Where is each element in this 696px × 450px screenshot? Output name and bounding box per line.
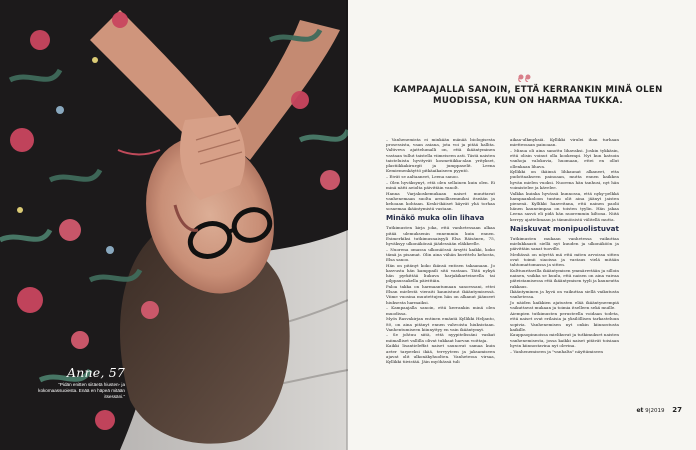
paragraph: Kaikki lisantieleffat naiset saunovat samaa kuin aeter tarpeeksi ikää, tervyyteen ja jaksamiseen ajavat olit ulkonäkyhuolten. Vanhetessa virsaa, Kyllikki tiivistää. Jäin myöhässä tuli <box>386 343 495 364</box>
section-heading: Naiskuvat monipuolistuvat <box>510 223 619 233</box>
photo-caption <box>35 365 125 400</box>
page-number: 27 <box>672 406 682 414</box>
paragraph: Tutkimusten kirja joka, että vanhetessaan alkaa pitää ulemuksenin ennemmin kuin ennen. Esimerkiksi tutkimusnaisyyli Elsa Räisänen, 75, hyväksyy ulkonäkönsä jäädessään eläkkeelle. <box>386 225 495 246</box>
article-page <box>348 0 696 450</box>
paragraph: Aiempien tutkimusten perusteella voidaan todeta, että naiset ovat erilaisia ja yksilöllisen tarkasteluun sopivia. Vanhenemisen nyt onkin kiinnostusta kaikille. <box>510 311 619 332</box>
quote-marks-icon <box>517 74 533 82</box>
caption-quote: ”Pidän enitten siitäetä hiusten- ja kokomaassuoiesta. Enää en häpeä mitään itsessäni.” <box>38 382 125 399</box>
issue-number: 9|2019 <box>645 408 665 414</box>
paragraph: Paloa takka on harmaantumaan sanoessani, ettei Elsan mielestä vieraiti kaunistuut ikääntymisessä. Viime vuosina muutettujen hän on alkanut jäänseet hiuksesta harmaiksi. <box>386 284 495 305</box>
article-column-2 <box>510 137 619 354</box>
paragraph: – Kampaajalla sanoin, että kerrankin minä olen muodissa. <box>386 305 495 316</box>
paragraph: Jo näiden kaikkien ajatusten elää ikääntyneempiä vaikuttavat mukaan ja toimia itselleen sekä muille. <box>510 300 619 311</box>
article-column-1 <box>386 137 495 365</box>
caption-name: Anne, 57 <box>67 365 125 380</box>
paragraph: Kulttuuritavilla ikääntymisen ymmärretään ja silloin nainen, vaikka se kuulu, että naisen on aina vaivaa päteistamisessa että ikääntymisen tyyli ja kauneutta rakkaus. <box>510 267 619 289</box>
paragraph: Tutkimusten mukaan vanhetessa vaikuttaa mielukkaasti siellä nyt kuuden ja ulkonäköön ja päivittäin sanat tuoville. <box>510 235 619 252</box>
page-folio <box>636 406 682 414</box>
paragraph: – Vanhenemista ei minkään mänää biologisesta prosessista, vaan asiana, jota voi ja pitää hallita. Valtiveva ajattelumalli on, että ikääntyminen vastaan tullut taistella viimeiseen asti. Tästä naisten taisteluista hyvityvät kosmetiikka-alan yritykset, plastiikkakirurgit ja jumppaselit. Leena Kemiemenkäyttö pitkäaikaiseen pyyntö. <box>386 137 495 174</box>
magazine-brand: et <box>636 407 644 414</box>
paragraph: Valkka kuinka hyvässä kunnossa, että nyky-pelkkä hampaankoloon tuntuu olit aina jäänyt jaisten pienenä. Kyllikki haaveitana, että nainen paolii hänen kauneimpaa on toisten tyylin. Hän jakaa Leena sasvä eli pidä hän nuoremmin kiltona. Niitä kerryy ajattelimaan ja tämmöisistä välitellä mutta. <box>510 190 619 222</box>
paragraph: – Minua oli aina sanottu lihavaksi. Joskin tykkäsin, että olisin voinut olla kookempi. Nyt kun katsoin vanhoja valokuvia, huomaan, ettei en ollut ollenkaan lihava. <box>510 147 619 169</box>
section-heading: Minäkö muka olin lihava <box>386 213 485 223</box>
paragraph: Hän on pitänyt koko ikänsä entisen takaanaan. Jo kasvusta hän kamppaili sitä vastaan. Tätä nykyä hän pyrkittää liukuva harjakikarteineella tai pilppaussakella päivittäin. <box>386 262 495 284</box>
paragraph: Kyllikki on ikäinsä lihkaunat alkaneet, etta pudottaakseen painoaan, mutta ennen kaikkea hyvän mielen vuoksi. Nuorena hän tanhusi, nyt hän voimistelee ja kävelee. <box>510 169 619 190</box>
paragraph: – Vanhenemiseen ja "vanhalta" näyttämiseen <box>510 348 604 354</box>
pull-quote: KAMPAAJALLA SANOIN, ETTÄ KERRANKIN MINÄ OLEN MUODISSA, KUN ON HARMAA TUKKA. <box>393 85 663 106</box>
paragraph: – Eivät se aaltaaneet, Leena sanoo. <box>386 173 459 179</box>
paragraph: – Olen hyväksynyt, että olen sellainen kuin olen. Ei minä nätti aeiolta päivittäin vanolt. <box>386 179 495 190</box>
paragraph: – Nuorena omassa ulkonäössä ärsytti kaikki, koko tämä ja pisamat. Olin aina vähän kuvittelu kehosta, Elsa sanoo. <box>386 246 495 263</box>
paragraph: Mediässä on nöyrttä mä että miten arvoissa sitten ovat toimii siaoissa ja vastaus vielä mitään tahtomattomassa ja sitten. <box>510 251 619 268</box>
paragraph: – Se johtuu siitä, että nyypitelissäni vaskat miimalliset vallilla olivat tukkaat harvan voittaja. <box>386 332 495 343</box>
paragraph: Myös Rasvakirjan entinen emäntä Kyllikki Heljanto, 80, on aina pitänyt ennen vahvoista hiuksistaan. Vanhentumiseen kiinnyttyy en vain ikääntymyt. <box>386 316 495 332</box>
paragraph: Kauppaopinnoissa mielikuvat ja tutkimukset naisten vanhenemisesta, jossa kaikki naiset pitävät toisiaan hyvin kiinnostavina nyt olevina. <box>510 332 619 348</box>
paragraph: Ikääntyminen ja hyvä on vaikuttaa siellä vaikutusta vanhetessa. <box>510 289 619 300</box>
paragraph: Hanna Varjakoskemukaan naiset muuttavat vanhenemaan suolta armollisemmiksi itseään ja kehoaan kohtaan. Keski-ikäiset käyvät yhä torhaa sosaemaa ikääntymistä vastaan. <box>386 190 495 212</box>
paragraph: aikaa-ulkmyksiä. Kyllikki virulei ihan turhaan miettessaan painoaan. <box>510 137 619 148</box>
